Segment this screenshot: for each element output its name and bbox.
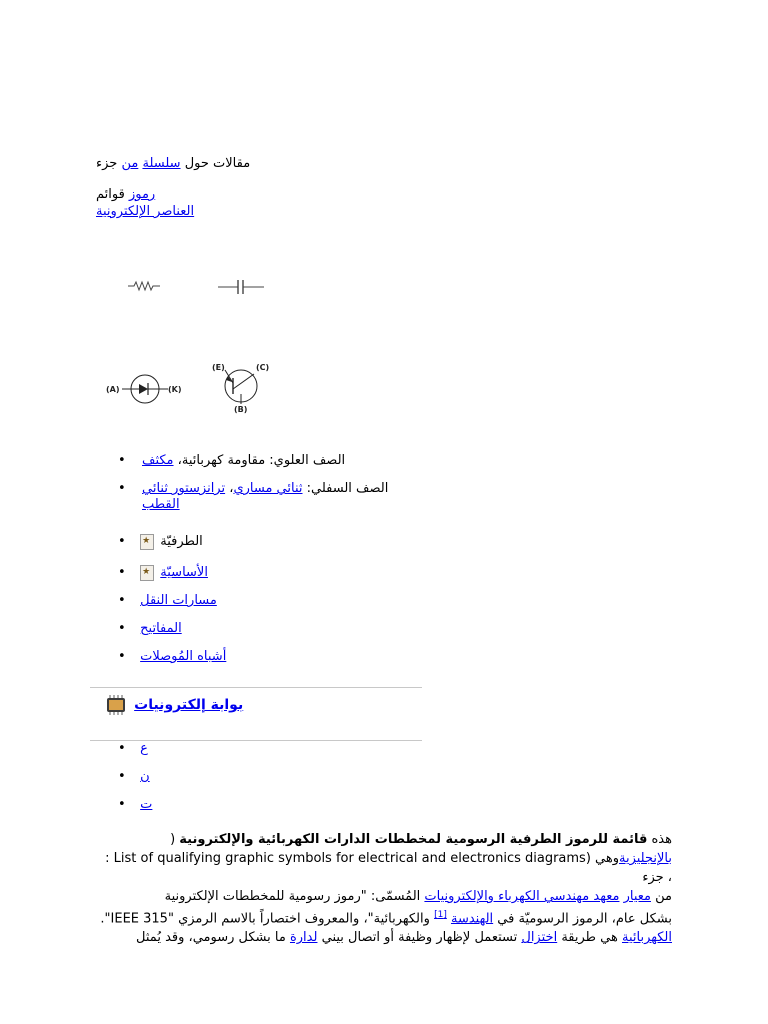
nav-item-terminal: • ★ الطرفيّة <box>118 533 203 551</box>
caption-sep: ، <box>229 481 234 496</box>
caption-list <box>118 453 418 513</box>
para-line-1 <box>90 830 672 849</box>
nav-item-transmission: • مسارات النقل <box>118 593 217 608</box>
nav-transmission-link[interactable]: مسارات النقل <box>140 593 217 608</box>
para-line-4 <box>90 906 672 928</box>
para-line3-rest: المُسمّى: "رموز رسومية للمخططات الإلكترونية <box>164 889 421 904</box>
view-link[interactable]: ع <box>140 741 148 756</box>
paren-open: ( <box>170 832 176 847</box>
nav-item-basic: • ★ الأساسيّة <box>118 564 208 582</box>
diode-link[interactable]: ثنائي مساري <box>233 481 303 496</box>
letter-item-1: • ع <box>118 741 148 756</box>
electronics-portal-link[interactable]: بوابة إلكترونيات <box>134 697 244 713</box>
nav-semiconductors-link[interactable]: أشباه المُوصلات <box>140 649 227 664</box>
caption-top-text: الصف العلوي: مقاومة كهربائية، <box>177 453 346 468</box>
symbols-link[interactable]: رموز <box>128 187 156 202</box>
engineering-link[interactable]: الهندسة <box>450 911 494 927</box>
resistor-icon <box>128 278 160 294</box>
ref-1-link[interactable]: [1] <box>434 910 447 920</box>
nav-switches-link[interactable]: المفاتيح <box>140 621 182 636</box>
caption-top: • الصف العلوي: مقاومة كهربائية، مكثف <box>118 453 346 468</box>
base-label: (B) <box>234 405 248 414</box>
bjt-link[interactable]: ترانزستور ثنائي القطب <box>142 481 226 512</box>
collector-label: (C) <box>256 363 270 372</box>
emitter-label: (E) <box>212 363 225 372</box>
capacitor-icon <box>218 278 264 296</box>
english-link[interactable]: بالإنجليزية <box>619 851 672 866</box>
letter-item-2: • ن <box>118 769 150 784</box>
para-line5-b: تستعمل لإظهار وظيفة أو اتصال بيني <box>321 930 518 946</box>
transistor-icon <box>210 360 272 416</box>
ieee-link[interactable]: معهد مهندسي الكهرباء والإلكترونيات <box>424 889 620 904</box>
circuit-link[interactable]: لدارة <box>289 930 318 946</box>
series-line <box>96 156 258 171</box>
para-line5-c: ما بشكل رسومي، وقد يُمثل <box>136 930 286 946</box>
nav-item-semiconductors: • أشباه المُوصلات <box>118 649 227 664</box>
standard-link[interactable]: معيار <box>623 889 651 904</box>
electronic-components-link[interactable]: العناصر الإلكترونية <box>96 204 195 219</box>
para-from: من <box>655 889 672 904</box>
star-doc-icon <box>140 534 154 550</box>
series-suffix: مقالات حول <box>184 156 251 171</box>
caption-bottom: • الصف السفلي: ثنائي مساري، ترانزستور ثنائي القطب <box>118 481 389 512</box>
nav-basic-link[interactable]: الأساسيّة <box>160 565 208 580</box>
lists-block <box>96 186 200 220</box>
letter-item-3: • ت <box>118 797 153 812</box>
page-title-bold: قائمة للرموز الطرفية الرسومية لمخططات الدارات الكهربائية والإلكترونية <box>179 832 648 847</box>
lists-label: قوائم <box>96 187 125 202</box>
series-prefix: جزء <box>96 156 118 171</box>
divider-top <box>90 687 422 688</box>
intro-paragraph <box>90 830 672 947</box>
para-line5-a: هي طريقة <box>561 930 618 946</box>
portal-row <box>102 694 243 730</box>
para-open: هذه <box>651 832 672 847</box>
from-link[interactable]: من <box>121 156 139 171</box>
anode-label: (A) <box>106 385 120 394</box>
talk-link[interactable]: ن <box>140 769 150 784</box>
abbreviation-link[interactable]: اختزال <box>521 930 558 946</box>
star-doc-icon <box>140 565 154 581</box>
capacitor-link[interactable]: مكثف <box>142 453 174 468</box>
chip-icon <box>102 694 130 716</box>
edit-link[interactable]: ت <box>140 797 153 812</box>
para-line-3 <box>90 887 672 906</box>
cathode-label: (K) <box>168 385 182 394</box>
electrical-link[interactable]: الكهربائية <box>621 930 672 946</box>
series-link[interactable]: سلسلة <box>142 156 181 171</box>
caption-bottom-text: الصف السفلي: <box>306 481 389 496</box>
nav-terminal-label: الطرفيّة <box>160 534 203 549</box>
para-line4-b: والكهربائية"، والمعروف اختصاراً بالاسم الرمزي "IEEE 315". <box>100 911 430 927</box>
para-line4-a: بشكل عام، الرموز الرسوميّة في <box>497 911 672 927</box>
para-line-2 <box>90 849 672 887</box>
diode-icon <box>106 372 184 406</box>
english-text: : List of qualifying graphic symbols for electrical and electronics diagrams) وهي جزء ، <box>105 851 672 885</box>
para-line-5 <box>90 928 672 947</box>
nav-item-switches: • المفاتيح <box>118 621 182 636</box>
